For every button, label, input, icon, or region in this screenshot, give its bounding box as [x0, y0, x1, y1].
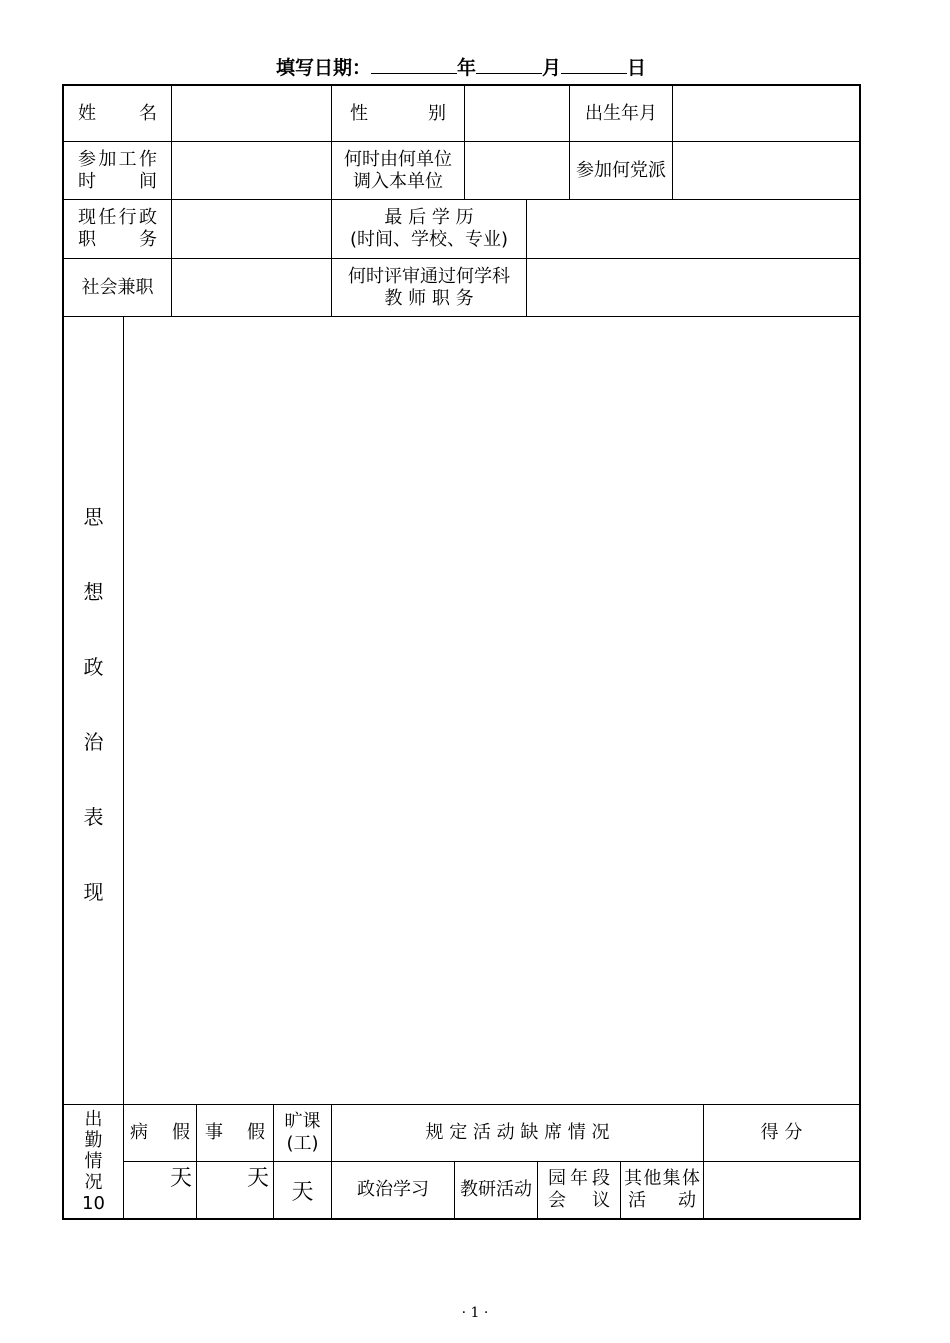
attendance-label [64, 1105, 123, 1218]
absence-label-line1: 旷课 [284, 1111, 321, 1132]
teacher-title-label-line1: 何时评审通过何学科 [348, 265, 510, 287]
fill-date-line [276, 53, 646, 81]
gender-input[interactable] [465, 86, 569, 141]
attendance-char: 出 [84, 1109, 103, 1130]
missed-activities-label-cell [332, 1105, 703, 1161]
position-input[interactable] [172, 200, 331, 258]
party-label: 参加何党派 [576, 159, 666, 181]
year-input[interactable] [371, 53, 457, 74]
day-unit-label: 天 [246, 1166, 269, 1191]
day-unit-label: 天 [169, 1166, 192, 1191]
work-time-label-line2: 时 间 [78, 170, 157, 192]
grade-meeting-label-line1: 园年段 [548, 1168, 610, 1189]
name-label-cell [64, 86, 171, 141]
birth-label: 出生年月 [585, 102, 657, 124]
name-input[interactable] [172, 86, 331, 141]
score-label: 得 分 [760, 1122, 803, 1143]
missed-activities-label: 规 定 活 动 缺 席 情 况 [425, 1122, 610, 1143]
personal-leave-label-cell [197, 1105, 273, 1161]
attendance-char: 勤 [84, 1130, 103, 1151]
education-input[interactable] [527, 200, 859, 258]
other-activity-label-line1: 其他集体 [624, 1168, 700, 1189]
other-activity-cell[interactable] [621, 1162, 703, 1218]
position-label-line1: 现任行政 [78, 207, 157, 228]
fill-date-label: 填写日期： [276, 57, 372, 79]
work-time-label-cell [64, 142, 171, 199]
other-activity-label-line2: 活 动 [628, 1190, 696, 1211]
teaching-research-label: 教研活动 [460, 1179, 532, 1200]
social-input[interactable] [172, 259, 331, 316]
transfer-label-line2: 调入本单位 [353, 170, 443, 192]
sick-leave-label: 病 假 [130, 1122, 190, 1143]
attendance-char: 情 [84, 1151, 103, 1172]
attendance-char: 况 [84, 1172, 103, 1193]
teacher-title-input[interactable] [527, 259, 859, 316]
personal-leave-days-input[interactable] [197, 1162, 273, 1218]
sick-leave-days-input[interactable] [124, 1162, 196, 1218]
personal-leave-label: 事 假 [205, 1122, 265, 1143]
teacher-title-label-cell [332, 259, 526, 316]
absence-label-cell [274, 1105, 331, 1161]
education-label-cell [332, 200, 526, 258]
work-time-label-line1: 参加工作 [78, 148, 157, 170]
party-label-cell [570, 142, 672, 199]
score-label-cell [704, 1105, 859, 1161]
political-performance-input[interactable] [124, 317, 859, 1104]
month-input[interactable] [476, 53, 542, 74]
political-study-label: 政治学习 [357, 1179, 429, 1200]
position-label-cell [64, 200, 171, 258]
transfer-label-cell [332, 142, 464, 199]
work-time-input[interactable] [172, 142, 331, 199]
political-char: 现 [83, 880, 104, 904]
education-label-line2: (时间、学校、专业) [349, 229, 509, 250]
position-label-line2: 职 务 [78, 229, 157, 250]
page-number: · 1 · [461, 1305, 489, 1321]
political-char: 思 [83, 505, 104, 529]
day-input[interactable] [561, 53, 627, 74]
attendance-score-weight: 10 [82, 1193, 105, 1214]
gender-label: 性 别 [350, 102, 446, 124]
absence-days-input[interactable] [274, 1162, 331, 1218]
political-performance-label [64, 480, 123, 930]
name-label: 姓 名 [78, 102, 157, 124]
attendance-score-input[interactable] [704, 1162, 859, 1218]
transfer-label-line1: 何时由何单位 [344, 148, 452, 170]
political-char: 表 [83, 805, 104, 829]
teacher-title-label-line2: 教 师 职 务 [384, 287, 474, 309]
social-label: 社会兼职 [81, 276, 154, 298]
political-char: 治 [83, 730, 104, 754]
social-label-cell [64, 259, 171, 316]
year-label: 年 [457, 57, 477, 79]
transfer-input[interactable] [465, 142, 569, 199]
political-char: 想 [83, 580, 104, 604]
day-unit-label: 天 [291, 1180, 314, 1205]
teaching-research-cell[interactable] [455, 1162, 537, 1218]
political-char: 政 [83, 655, 104, 679]
day-label: 日 [627, 57, 647, 79]
grade-meeting-label-line2: 会 议 [548, 1190, 610, 1211]
party-input[interactable] [673, 142, 859, 199]
sick-leave-label-cell [124, 1105, 196, 1161]
birth-label-cell [570, 86, 672, 141]
absence-label-line2: (工) [286, 1133, 319, 1154]
month-label: 月 [542, 57, 562, 79]
political-study-cell[interactable] [332, 1162, 454, 1218]
birth-input[interactable] [673, 86, 859, 141]
gender-label-cell [332, 86, 464, 141]
grade-meeting-cell[interactable] [538, 1162, 620, 1218]
education-label-line1: 最 后 学 历 [384, 207, 474, 228]
